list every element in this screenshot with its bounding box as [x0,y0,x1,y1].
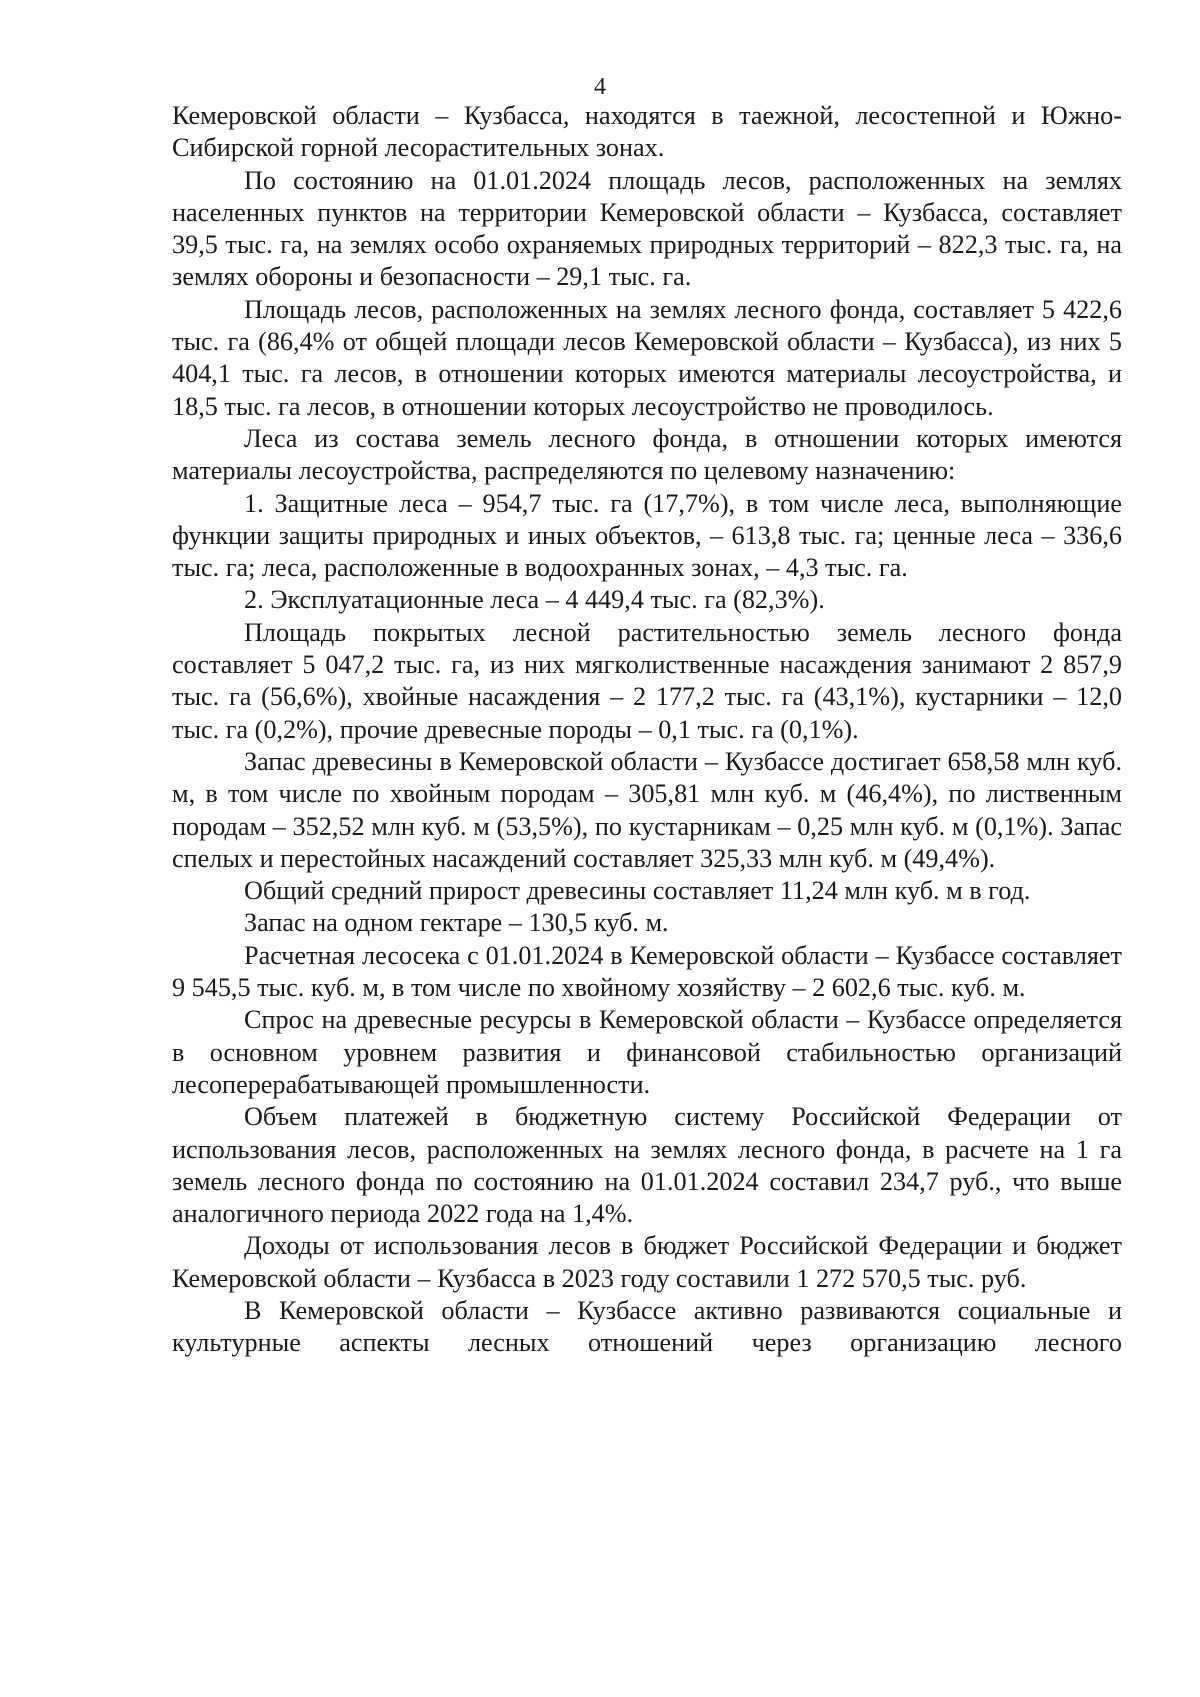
paragraph-budget-payments: Объем платежей в бюджетную систему Российской Федерации от использования лесов, расположенных на землях лесного фонда, в расчете на 1 га земель лесного фонда по состоянию на 01.01.2024 составил 234,7 руб., что выше аналогичного периода 2022 года на 1,4%. [172,1102,1122,1229]
paragraph-annual-growth: Общий средний прирост древесины составляет 11,24 млн куб. м в год. [244,876,1031,906]
document-body [172,100,1122,1360]
paragraph-continuation: Кемеровской области – Кузбасса, находятся в таежной, лесостепной и Южно-Сибирской горной лесорастительных зонах. [172,101,1122,163]
list-item-protective-forests: 1. Защитные леса – 954,7 тыс. га (17,7%), в том числе леса, выполняющие функции защиты природных и иных объектов, – 613,8 тыс. га; ценные леса – 336,6 тыс. га; леса, расположенные в водоохранных зонах, – 4,3 тыс. га. [172,488,1122,583]
paragraph-timber-stock: Запас древесины в Кемеровской области – Кузбассе достигает 658,58 млн куб. м, в том числе по хвойным породам – 305,81 млн куб. м (46,4%), по лиственным породам – 352,52 млн куб. м (53,5%), по кустарникам – 0,25 млн куб. м (0,1%). Запас спелых и перестойных насаждений составляет 325,33 млн куб. м (49,4%). [172,746,1122,873]
paragraph-settlement-forests: По состоянию на 01.01.2024 площадь лесов, расположенных на землях населенных пунктов на территории Кемеровской области – Кузбасса, составляет 39,5 тыс. га, на землях особо охраняемых природных территорий – 822,3 тыс. га, на землях обороны и безопасности – 29,1 тыс. га. [172,165,1122,292]
paragraph-purpose-distribution: Леса из состава земель лесного фонда, в отношении которых имеются материалы лесоустройства, распределяются по целевому назначению: [172,423,1122,486]
paragraph-stock-per-hectare: Запас на одном гектаре – 130,5 куб. м. [244,908,669,938]
page-number: 4 [594,74,606,100]
paragraph-wood-demand: Спрос на древесные ресурсы в Кемеровской области – Кузбассе определяется в основном уровнем развития и финансовой стабильностью организаций лесоперерабатывающей промышленности. [172,1005,1122,1099]
paragraph-allowable-cut: Расчетная лесосека с 01.01.2024 в Кемеровской области – Кузбассе составляет 9 545,5 тыс. куб. м, в том числе по хвойному хозяйству – 2 602,6 тыс. куб. м. [172,940,1122,1003]
paragraph-forest-revenue: Доходы от использования лесов в бюджет Российской Федерации и бюджет Кемеровской области – Кузбасса в 2023 году составили 1 272 570,5 тыс. руб. [172,1231,1122,1293]
paragraph-forest-fund-area: Площадь лесов, расположенных на землях лесного фонда, составляет 5 422,6 тыс. га (86,4% от общей площади лесов Кемеровской области – Кузбасса), из них 5 404,1 тыс. га лесов, в отношении которых имеются материалы лесоустройства, и 18,5 тыс. га лесов, в отношении которых лесоустройство не проводилось. [172,294,1122,421]
paragraph-social-aspects: В Кемеровской области – Кузбассе активно развиваются социальные и культурные аспекты лесных отношений через организацию лесного [172,1295,1122,1358]
list-item-operational-forests: 2. Эксплуатационные леса – 4 449,4 тыс. га (82,3%). [244,585,825,615]
paragraph-forested-area: Площадь покрытых лесной растительностью земель лесного фонда составляет 5 047,2 тыс. га, из них мягколиственные насаждения занимают 2 857,9 тыс. га (56,6%), хвойные насаждения – 2 177,2 тыс. га (43,1%), кустарники – 12,0 тыс. га (0,2%), прочие древесные породы – 0,1 тыс. га (0,1%). [172,617,1122,744]
